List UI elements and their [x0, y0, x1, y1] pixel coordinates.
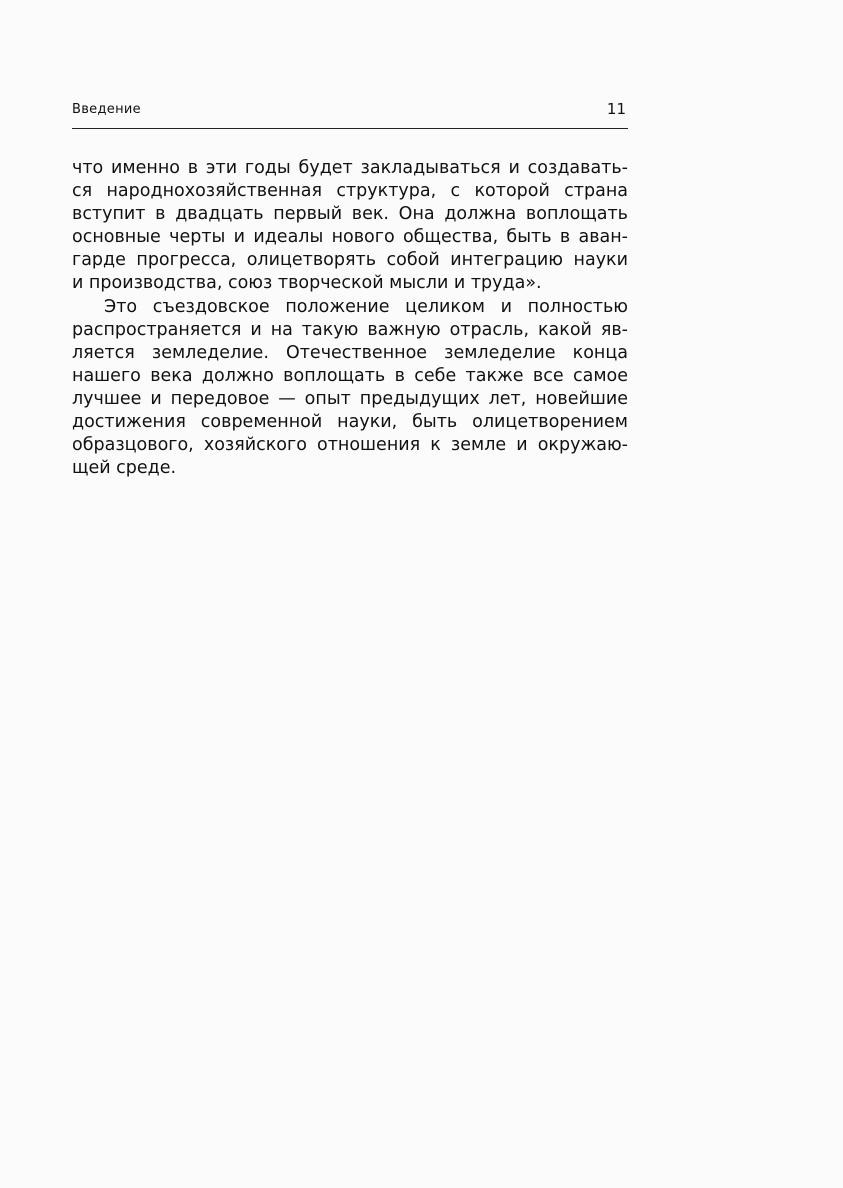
text-line: гарде прогресса, олицетворять собой интеграцию науки — [72, 250, 628, 271]
text-line: достижения современной науки, быть олицетворением — [72, 412, 628, 433]
text-line: и производства, союз творческой мысли и труда». — [72, 273, 542, 294]
running-head — [72, 100, 628, 122]
text-line: что именно в эти годы будет закладываться и создавать- — [72, 158, 628, 178]
page-number: 11 — [606, 100, 626, 118]
text-line: распространяется и на такую важную отрасль, какой яв- — [72, 319, 628, 340]
text-line: Это съездовское положение целиком и полностью — [104, 296, 628, 317]
text-line: щей среде. — [72, 458, 177, 479]
text-line: нашего века должно воплощать в себе также все самое — [72, 365, 628, 386]
header-rule — [72, 128, 628, 129]
text-line: ляется земледелие. Отечественное земледелие конца — [72, 342, 628, 363]
text-line: образцового, хозяйского отношения к земле и окружаю- — [72, 435, 628, 456]
text-line: ся народнохозяйственная структура, с которой страна — [72, 181, 628, 202]
text-line: лучшее и передовое — опыт предыдущих лет, новейшие — [72, 388, 628, 409]
text-line: основные черты и идеалы нового общества, быть в аван- — [72, 227, 628, 248]
body-text — [72, 157, 628, 480]
text-line: вступит в двадцать первый век. Она должна воплощать — [72, 204, 628, 225]
section-title: Введение — [72, 102, 141, 117]
